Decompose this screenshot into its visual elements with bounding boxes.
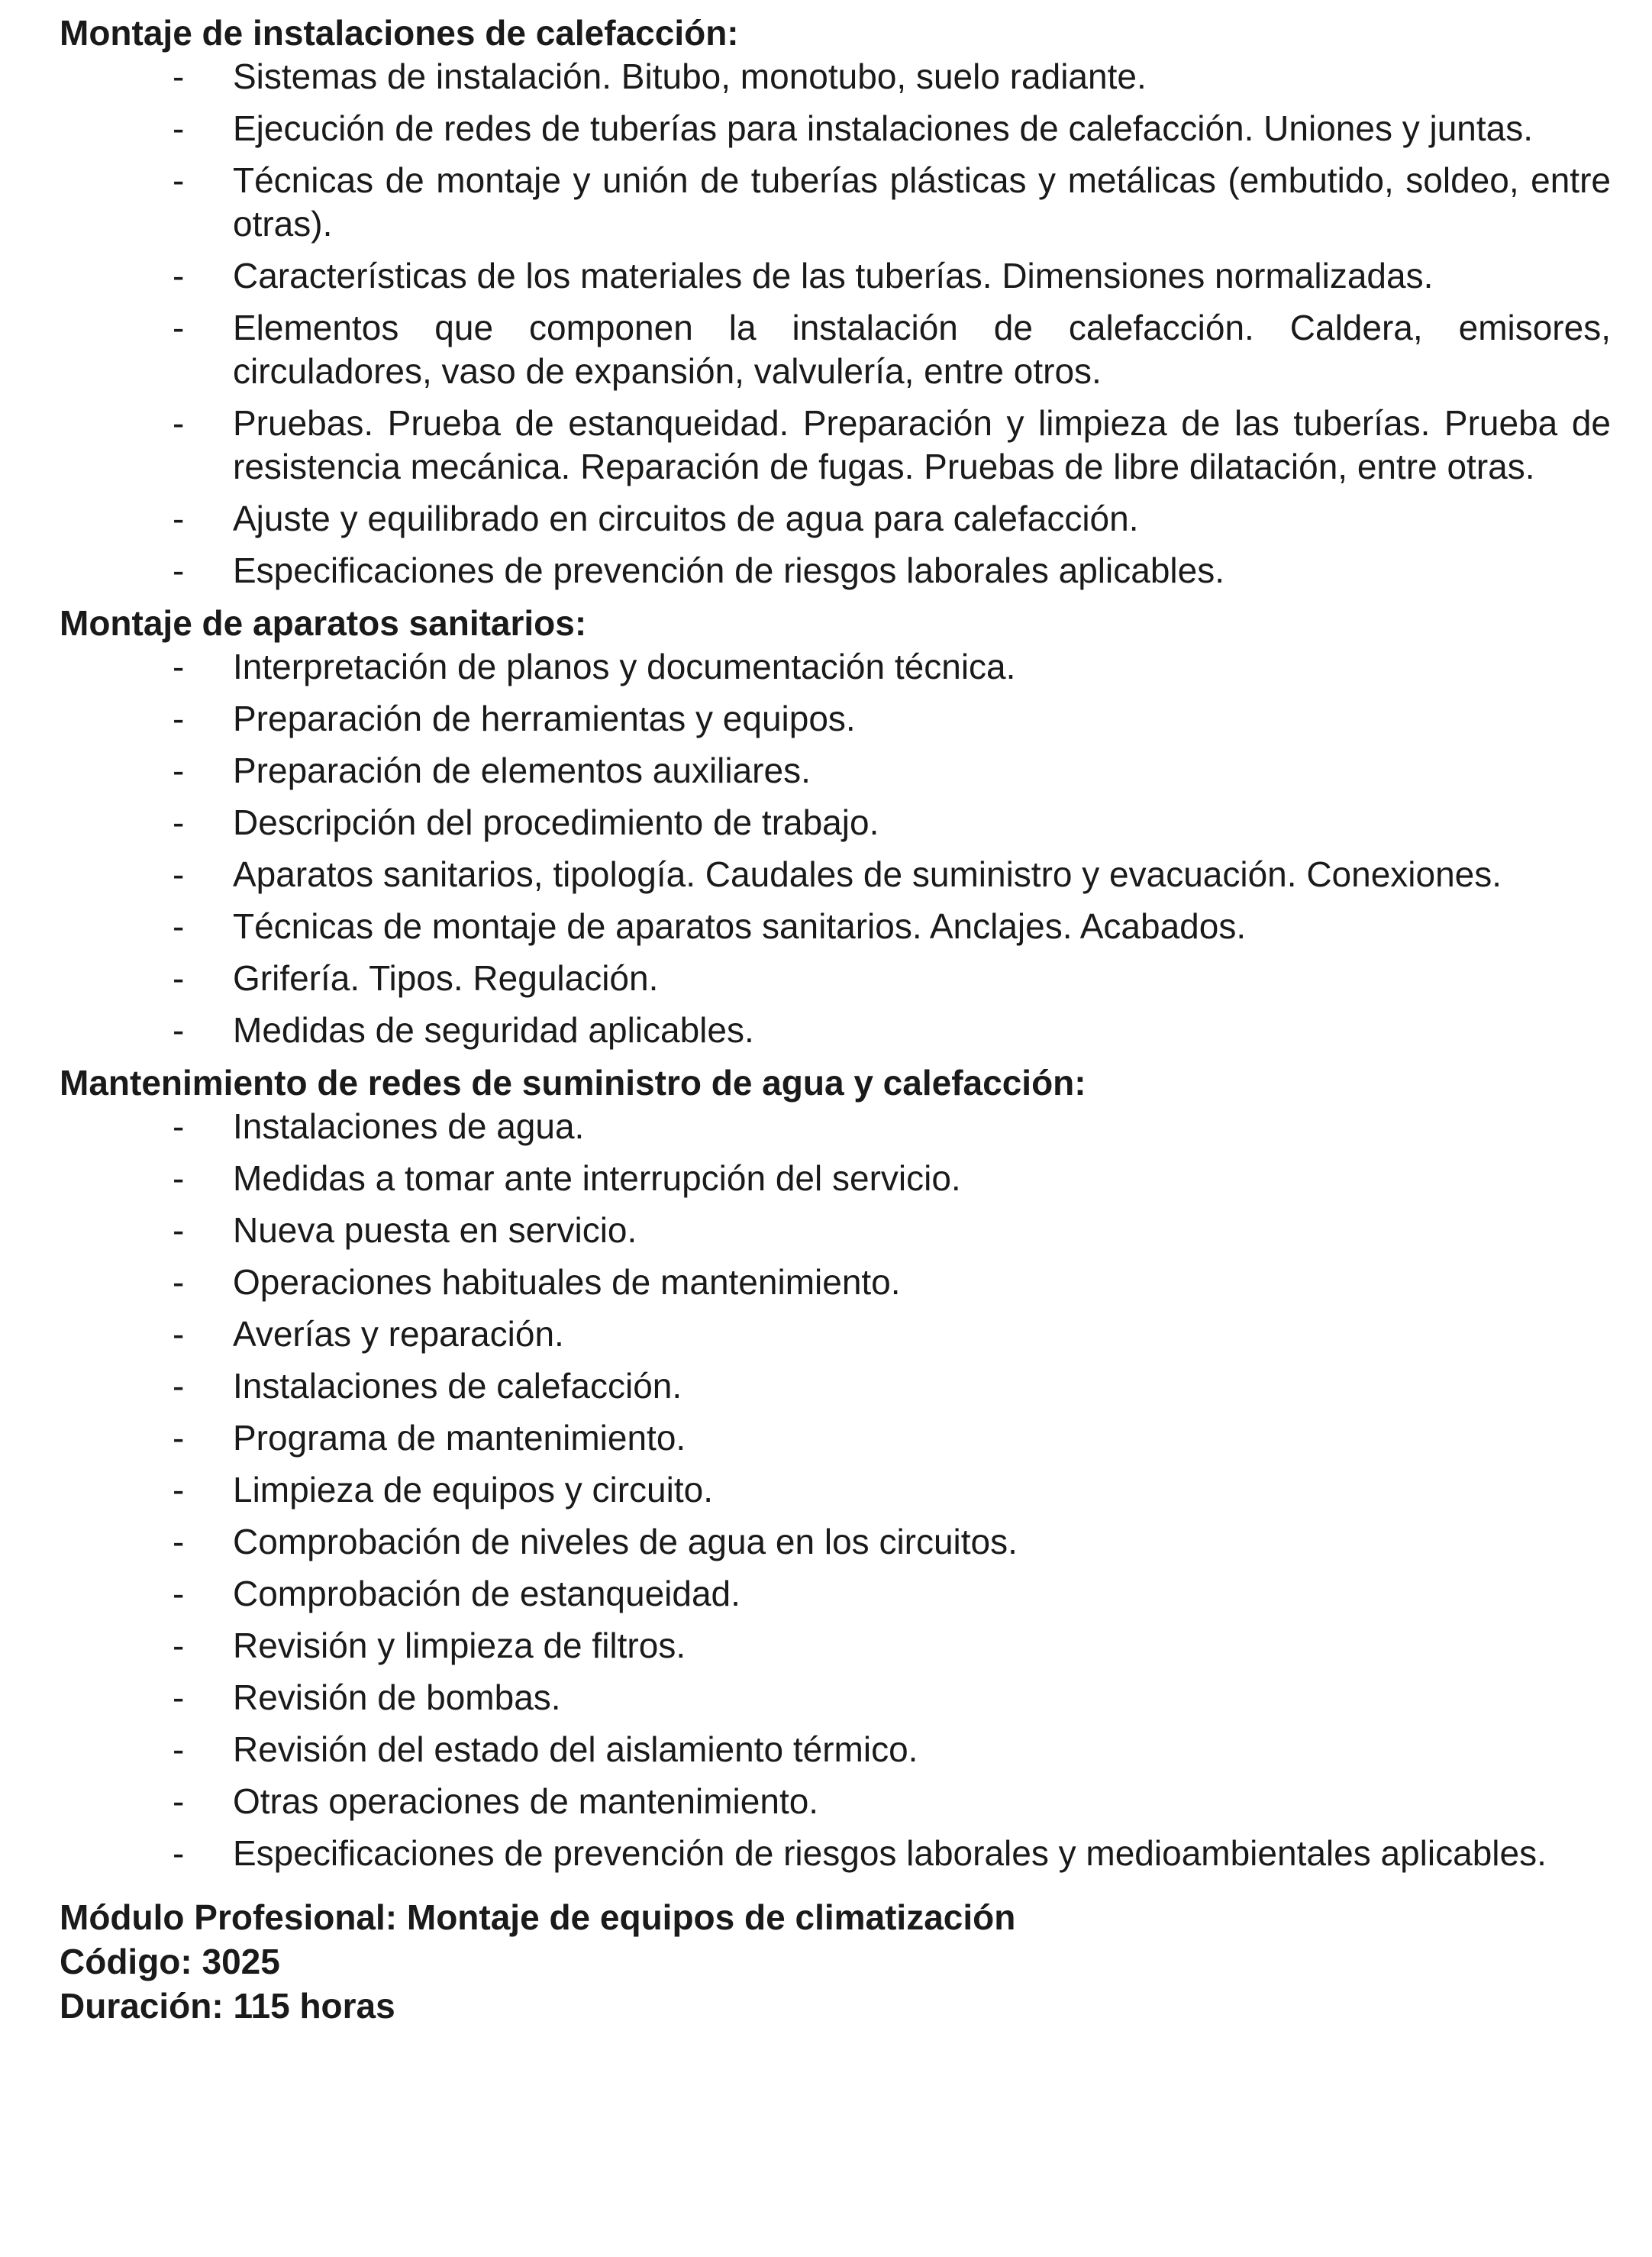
list-item: [60, 1832, 1611, 1875]
list-item-text: Especificaciones de prevención de riesgos laborales aplicables.: [233, 551, 1224, 590]
list-item-text: Instalaciones de agua.: [233, 1106, 585, 1146]
dash-bullet: -: [173, 551, 185, 590]
module-footer: [60, 1895, 1611, 2028]
list-item-text: Revisión de bombas.: [233, 1677, 561, 1717]
dash-bullet: -: [173, 854, 185, 894]
section-list: [60, 1105, 1611, 1875]
list-item: [60, 1157, 1611, 1200]
list-item-text: Grifería. Tipos. Regulación.: [233, 958, 659, 998]
list-item-text: Medidas de seguridad aplicables.: [233, 1010, 754, 1050]
dash-bullet: -: [173, 499, 185, 538]
dash-bullet: -: [173, 647, 185, 686]
list-item: [60, 801, 1611, 844]
list-item: [60, 1364, 1611, 1408]
list-item: [60, 1520, 1611, 1564]
list-item-text: Técnicas de montaje de aparatos sanitarios. Anclajes. Acabados.: [233, 906, 1247, 946]
list-item-text: Descripción del procedimiento de trabajo.: [233, 802, 879, 842]
list-item: [60, 306, 1611, 393]
dash-bullet: -: [173, 256, 185, 295]
list-item-text: Ajuste y equilibrado en circuitos de agua para calefacción.: [233, 499, 1139, 538]
dash-bullet: -: [173, 1262, 185, 1302]
list-item: [60, 1209, 1611, 1252]
list-item: [60, 645, 1611, 689]
list-item-text: Ejecución de redes de tuberías para instalaciones de calefacción. Uniones y juntas.: [233, 108, 1534, 148]
list-item-text: Pruebas. Prueba de estanqueidad. Preparación y limpieza de las tuberías. Prueba de resistencia mecánica. Reparación de fugas. Pruebas de libre dilatación, entre otras.: [233, 403, 1611, 486]
list-item-text: Medidas a tomar ante interrupción del servicio.: [233, 1158, 961, 1198]
list-item-text: Elementos que componen la instalación de calefacción. Caldera, emisores, circuladores, vaso de expansión, valvulería, entre otros.: [233, 308, 1611, 391]
list-item: [60, 549, 1611, 593]
dash-bullet: -: [173, 57, 185, 96]
list-item: [60, 402, 1611, 489]
document-page: [60, 11, 1611, 2028]
list-item: [60, 957, 1611, 1000]
list-item-text: Limpieza de equipos y circuito.: [233, 1470, 713, 1510]
list-item: [60, 853, 1611, 896]
section-list: [60, 55, 1611, 593]
list-item: [60, 1009, 1611, 1052]
dash-bullet: -: [173, 160, 185, 200]
list-item: [60, 1728, 1611, 1771]
dash-bullet: -: [173, 699, 185, 738]
list-item-text: Especificaciones de prevención de riesgos laborales y medioambientales aplicables.: [233, 1833, 1547, 1873]
dash-bullet: -: [173, 1418, 185, 1458]
list-item-text: Nueva puesta en servicio.: [233, 1210, 637, 1250]
dash-bullet: -: [173, 802, 185, 842]
list-item: [60, 905, 1611, 948]
list-item-text: Programa de mantenimiento.: [233, 1418, 686, 1458]
list-item-text: Otras operaciones de mantenimiento.: [233, 1781, 819, 1821]
list-item: [60, 1624, 1611, 1668]
dash-bullet: -: [173, 403, 185, 443]
dash-bullet: -: [173, 958, 185, 998]
list-item-text: Comprobación de estanqueidad.: [233, 1574, 740, 1613]
list-item-text: Técnicas de montaje y unión de tuberías plásticas y metálicas (embutido, soldeo, entre otras).: [233, 160, 1611, 244]
list-item-text: Revisión y limpieza de filtros.: [233, 1626, 686, 1665]
section-title: Montaje de aparatos sanitarios:: [60, 603, 587, 643]
list-item: [60, 697, 1611, 741]
list-item: [60, 1780, 1611, 1823]
list-item: [60, 1676, 1611, 1719]
section-title: Mantenimiento de redes de suministro de agua y calefacción:: [60, 1063, 1086, 1103]
list-item: [60, 55, 1611, 98]
dash-bullet: -: [173, 108, 185, 148]
dash-bullet: -: [173, 1522, 185, 1561]
list-item: [60, 1313, 1611, 1356]
dash-bullet: -: [173, 1366, 185, 1406]
list-item-text: Averías y reparación.: [233, 1314, 564, 1354]
list-item: [60, 497, 1611, 541]
dash-bullet: -: [173, 1314, 185, 1354]
module-duration: Duración: 115 horas: [60, 1986, 395, 2026]
list-item: [60, 1261, 1611, 1304]
content-sections: [60, 11, 1611, 1875]
list-item: [60, 1572, 1611, 1616]
dash-bullet: -: [173, 1833, 185, 1873]
section-list: [60, 645, 1611, 1052]
list-item: [60, 749, 1611, 793]
dash-bullet: -: [173, 1158, 185, 1198]
dash-bullet: -: [173, 308, 185, 347]
list-item: [60, 1105, 1611, 1148]
list-item-text: Operaciones habituales de mantenimiento.: [233, 1262, 901, 1302]
module-title: Módulo Profesional: Montaje de equipos de climatización: [60, 1897, 1016, 1937]
list-item: [60, 159, 1611, 246]
list-item-text: Características de los materiales de las tuberías. Dimensiones normalizadas.: [233, 256, 1434, 295]
list-item-text: Sistemas de instalación. Bitubo, monotubo, suelo radiante.: [233, 57, 1147, 96]
list-item-text: Interpretación de planos y documentación técnica.: [233, 647, 1016, 686]
list-item-text: Revisión del estado del aislamiento térmico.: [233, 1729, 918, 1769]
list-item: [60, 1416, 1611, 1460]
dash-bullet: -: [173, 1729, 185, 1769]
list-item: [60, 1468, 1611, 1512]
list-item-text: Instalaciones de calefacción.: [233, 1366, 682, 1406]
dash-bullet: -: [173, 1470, 185, 1510]
module-code: Código: 3025: [60, 1942, 280, 1981]
dash-bullet: -: [173, 1781, 185, 1821]
dash-bullet: -: [173, 1626, 185, 1665]
list-item-text: Preparación de elementos auxiliares.: [233, 751, 811, 790]
section-title: Montaje de instalaciones de calefacción:: [60, 13, 739, 53]
dash-bullet: -: [173, 1677, 185, 1717]
dash-bullet: -: [173, 906, 185, 946]
dash-bullet: -: [173, 1210, 185, 1250]
list-item: [60, 107, 1611, 150]
list-item-text: Aparatos sanitarios, tipología. Caudales de suministro y evacuación. Conexiones.: [233, 854, 1502, 894]
list-item-text: Preparación de herramientas y equipos.: [233, 699, 856, 738]
dash-bullet: -: [173, 751, 185, 790]
list-item-text: Comprobación de niveles de agua en los circuitos.: [233, 1522, 1018, 1561]
list-item: [60, 254, 1611, 298]
dash-bullet: -: [173, 1574, 185, 1613]
dash-bullet: -: [173, 1106, 185, 1146]
dash-bullet: -: [173, 1010, 185, 1050]
